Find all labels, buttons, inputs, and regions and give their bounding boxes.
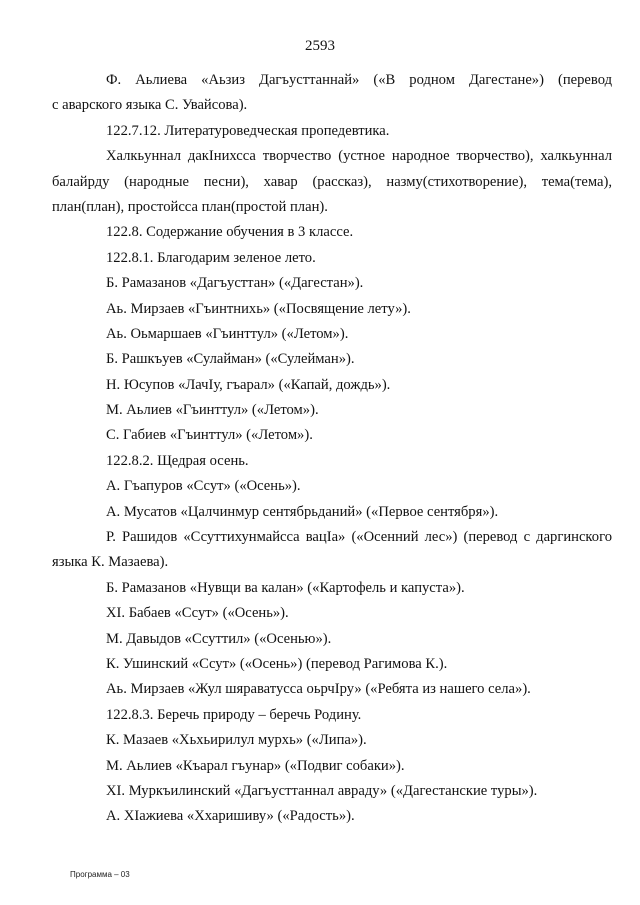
paragraph-line: план(план), простойсса план(простой план).: [52, 198, 328, 215]
list-item: М. Давыдов «Ссуттил» («Осенью»).: [106, 630, 332, 647]
paragraph-line: Ф. Аьлиева «Аьзиз Дагъусттаннай» («В родном Дагестане») (перевод: [106, 72, 612, 88]
page-number: 2593: [305, 38, 335, 54]
list-item: М. Аьлиев «Къарал гъунар» («Подвиг собаки»).: [106, 757, 405, 774]
list-item: XI. Бабаев «Ссут» («Осень»).: [106, 605, 289, 622]
paragraph-line: с аварского языка С. Увайсова).: [52, 97, 248, 114]
section-heading: 122.8. Содержание обучения в 3 классе.: [106, 224, 354, 241]
section-heading: 122.8.3. Беречь природу – беречь Родину.: [106, 706, 362, 723]
list-item: К. Мазаев «Хьхьирилул мурхь» («Липа»).: [106, 732, 367, 749]
paragraph-line: языка К. Мазаева).: [52, 554, 169, 571]
list-item: Аь. Оьмаршаев «Гъинттул» («Летом»).: [106, 325, 349, 342]
section-heading: 122.8.1. Благодарим зеленое лето.: [106, 249, 316, 266]
list-item: К. Ушинский «Ссут» («Осень») (перевод Рагимова К.).: [106, 655, 448, 672]
list-item: А. Мусатов «Цалчинмур сентябрьданий» («Первое сентября»).: [106, 503, 499, 520]
paragraph-line: балайрду (народные песни), хавар (рассказ), назму(стихотворение), тема(тема),: [52, 173, 612, 190]
paragraph-line: Р. Рашидов «Ссуттихунмайсса вацIа» («Осенний лес») (перевод с даргинского: [106, 529, 612, 546]
page-footer: Программа – 03: [70, 870, 130, 879]
list-item: А. XIажиева «Ххаришиву» («Радость»).: [106, 808, 355, 825]
list-item: С. Габиев «Гъинттул» («Летом»).: [106, 427, 313, 444]
list-item: XI. Муркъилинский «Дагъусттаннал авраду» («Дагестанские туры»).: [106, 782, 538, 799]
list-item: Б. Рашкъуев «Сулайман» («Сулейман»).: [106, 351, 355, 368]
list-item: А. Гъапуров «Ссут» («Осень»).: [106, 478, 301, 495]
document-body: [52, 68, 612, 830]
list-item: Аь. Мирзаев «Жул шяраватусса оьрчIру» («Ребята из нашего села»).: [106, 681, 531, 698]
section-heading: 122.7.12. Литературоведческая пропедевтика.: [106, 122, 390, 139]
list-item: М. Аьлиев «Гъинттул» («Летом»).: [106, 402, 319, 419]
list-item: Аь. Мирзаев «Гъинтнихь» («Посвящение лету»).: [106, 300, 411, 317]
list-item: Б. Рамазанов «Нувщи ва калан» («Картофель и капуста»).: [106, 579, 465, 596]
list-item: Б. Рамазанов «Дагъусттан» («Дагестан»).: [106, 275, 364, 292]
list-item: Н. Юсупов «ЛачIу, гъарал» («Капай, дождь»).: [106, 376, 391, 393]
paragraph-line: Халкьуннал дакIнихсса творчество (устное народное творчество), халкьуннал: [106, 148, 612, 165]
section-heading: 122.8.2. Щедрая осень.: [106, 452, 249, 469]
